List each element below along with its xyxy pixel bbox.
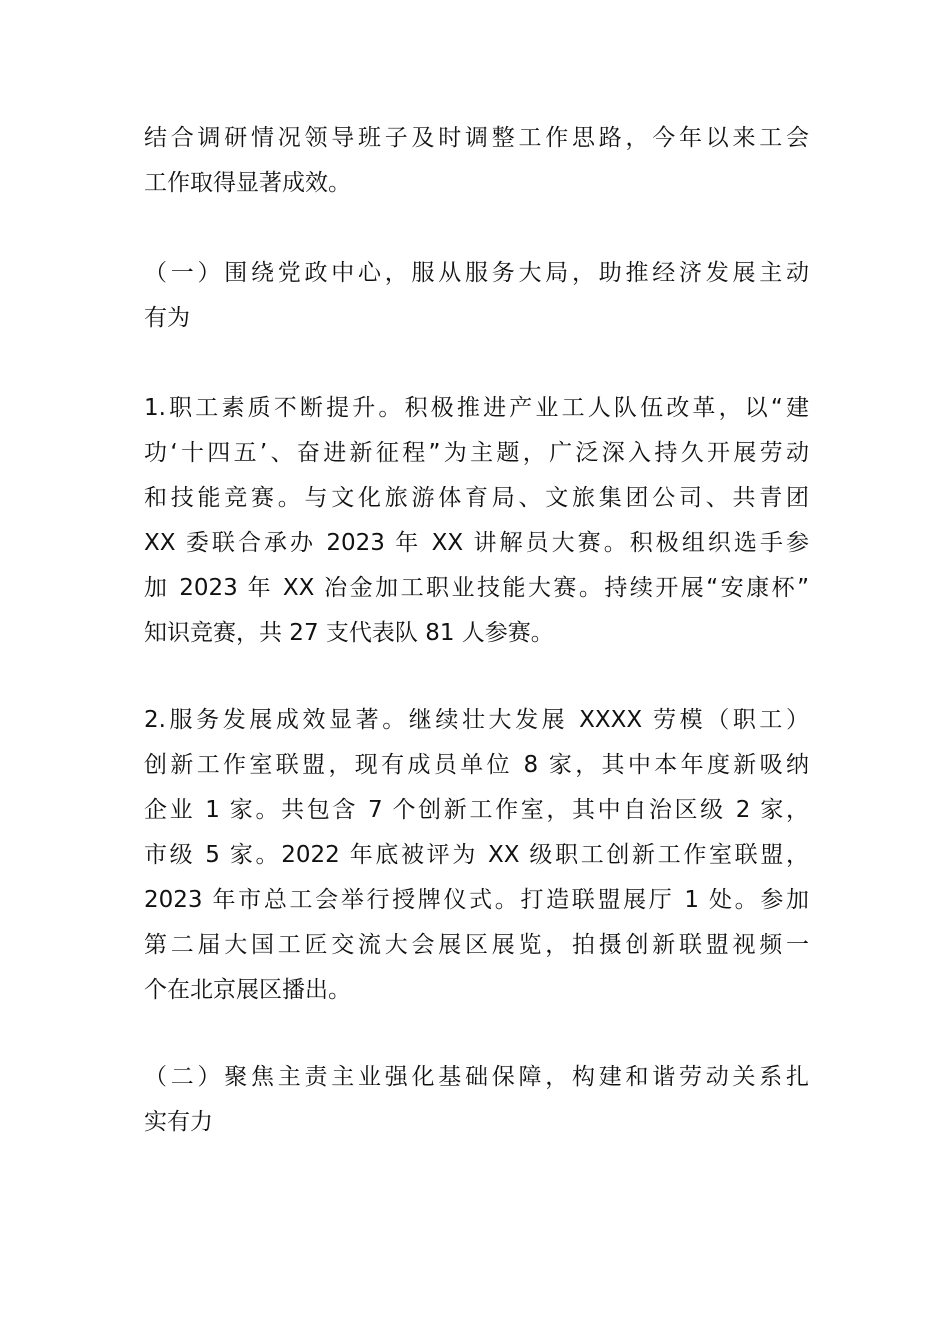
intro-paragraph (144, 116, 809, 206)
heading-line: 实有力 (144, 1109, 213, 1135)
text-line: XX 委联合承办 2023 年 XX 讲解员大赛。积极组织选手参 (144, 530, 809, 556)
text-line: 2.服务发展成效显著。继续壮大发展 XXXX 劳模（职工） (144, 707, 809, 733)
heading-line: 有为 (144, 305, 190, 331)
section-heading-1 (144, 251, 809, 341)
text-line: 结合调研情况领导班子及时调整工作思路，今年以来工会 (144, 125, 809, 151)
item-paragraph-2 (144, 698, 809, 1013)
text-line: 和技能竞赛。与文化旅游体育局、文旅集团公司、共青团 (144, 485, 809, 511)
text-line: 企业 1 家。共包含 7 个创新工作室，其中自治区级 2 家， (144, 797, 809, 823)
item-paragraph-1 (144, 386, 809, 656)
text-line: 市级 5 家。2022 年底被评为 XX 级职工创新工作室联盟， (144, 842, 809, 868)
text-line: 第二届大国工匠交流大会展区展览，拍摄创新联盟视频一 (144, 932, 809, 958)
text-line: 创新工作室联盟，现有成员单位 8 家，其中本年度新吸纳 (144, 752, 809, 778)
text-line: 知识竞赛，共 27 支代表队 81 人参赛。 (144, 620, 554, 646)
text-line: 1.职工素质不断提升。积极推进产业工人队伍改革，以“建 (144, 395, 809, 421)
text-line: 2023 年市总工会举行授牌仪式。打造联盟展厅 1 处。参加 (144, 887, 809, 913)
heading-line: （二）聚焦主责主业强化基础保障，构建和谐劳动关系扎 (144, 1064, 809, 1090)
heading-line: （一）围绕党政中心，服从服务大局，助推经济发展主动 (144, 260, 809, 286)
text-line: 加 2023 年 XX 冶金加工职业技能大赛。持续开展“安康杯” (144, 575, 809, 601)
text-line: 工作取得显著成效。 (144, 170, 351, 196)
text-line: 功‘十四五’、奋进新征程”为主题，广泛深入持久开展劳动 (144, 440, 809, 466)
section-heading-2 (144, 1055, 809, 1145)
text-line: 个在北京展区播出。 (144, 977, 351, 1003)
